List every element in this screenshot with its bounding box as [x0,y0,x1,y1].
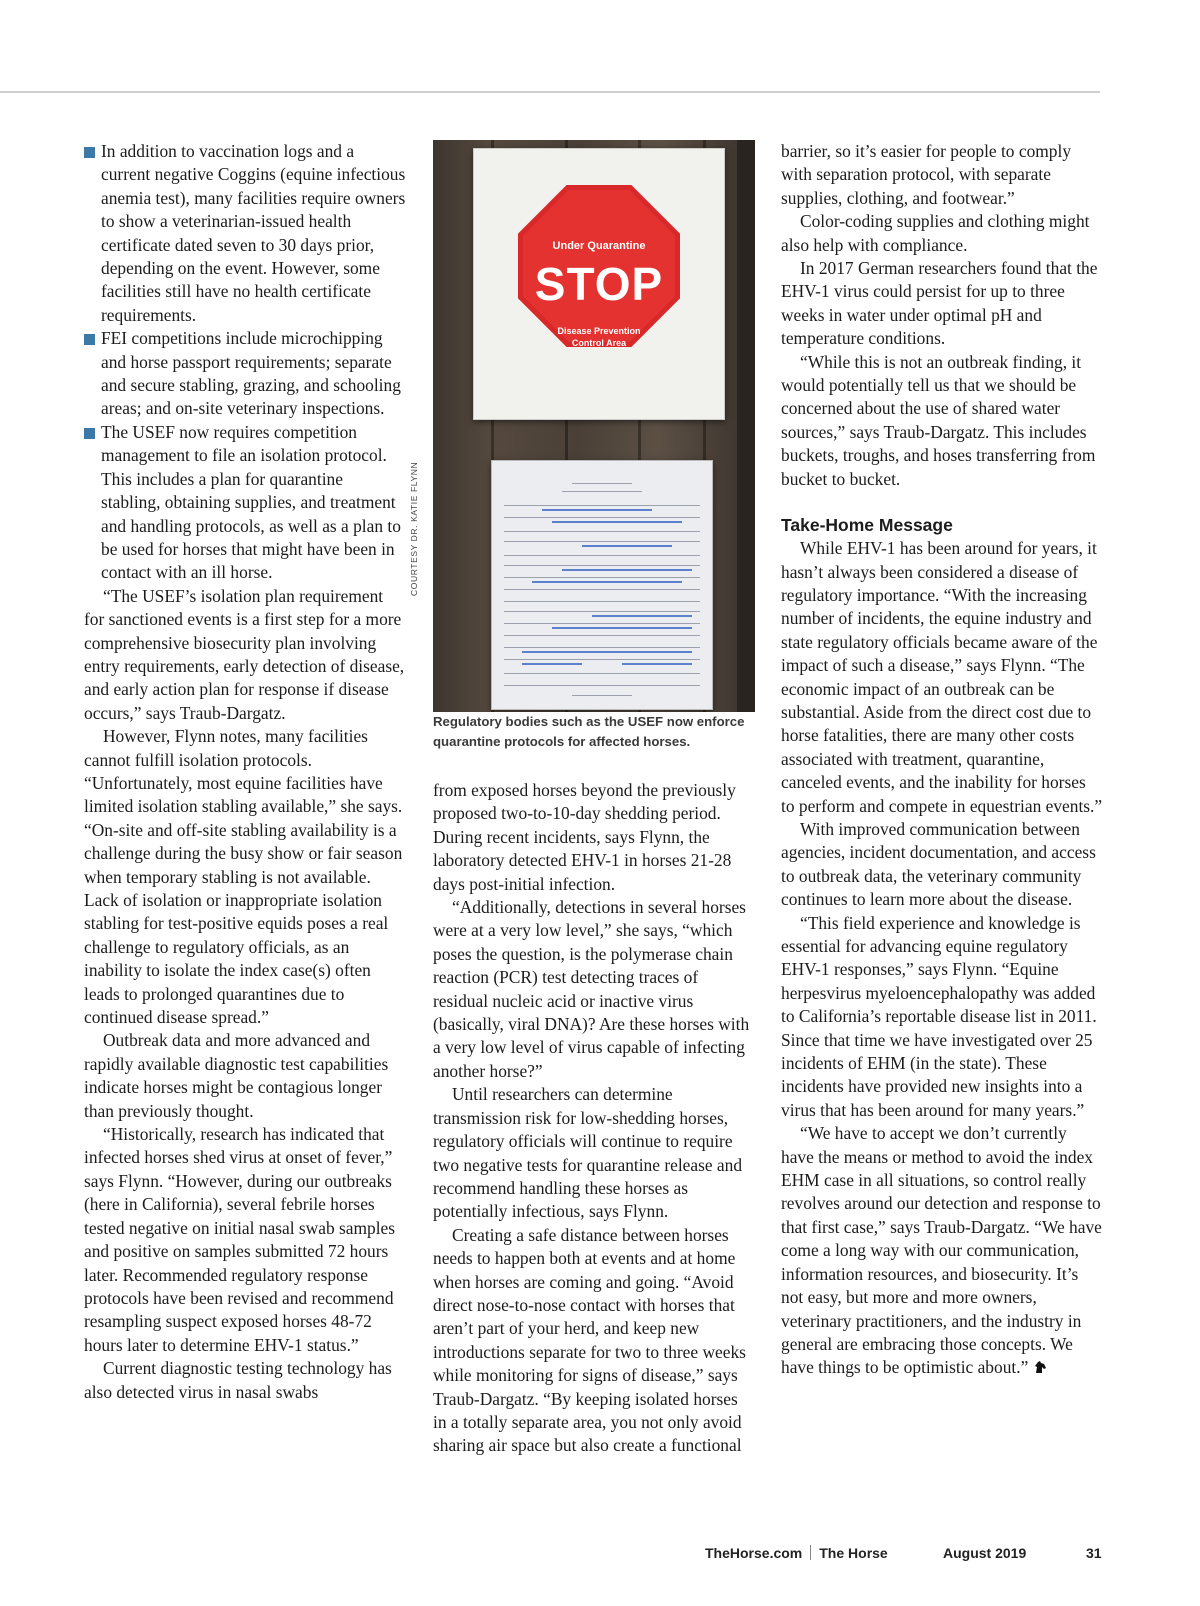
paragraph: “Additionally, detections in several horses were at a very low level,” she says, “which poses the question, is the polymerase chain reaction (PCR) test detecting traces of residual nucleic acid or inactive virus (basically, viral DNA)? Are these horses with a very low level of virus capable of infecting another horse?” [433,897,750,1081]
paragraph: barrier, so it’s easier for people to comply with separation protocol, with separate supplies, clothing, and footwear.” [781,141,1072,208]
column-3 [781,140,1103,1380]
bullet-square-icon [84,147,95,158]
footer-magazine: The Horse [819,1545,888,1561]
footer-publication [705,1545,888,1565]
column-2 [433,140,755,1458]
paragraph: “Historically, research has indicated that infected horses shed virus at onset of fever,” says Flynn. “However, during our outbreaks (here in California), several febrile horses tested negative on initial nasal swab samples and positive on samples submitted 72 hours later. Recommended regulatory response protocols have been revised and recommend resampling suspect exposed horses 48-72 hours later to determine EHV-1 status.” [84,1124,396,1355]
paragraph: However, Flynn notes, many facilities cannot fulfill isolation protocols. “Unfortunately, most equine facilities have limited isolation stabling available,” she says. “On-site and off-site stabling availability is a challenge during the busy show or fair season when temporary stabling is not available. Lack of isolation or inappropriate isolation stabling for test-positive equids poses a real challenge to regulatory officials, as an inability to isolate the index case(s) often leads to prolonged quarantines due to continued disease spread.” [84,726,403,1028]
bullet-item: The USEF now requires competition management to file an isolation protocol. This includes a plan for quarantine stabling, obtaining supplies, and treatment and handling protocols, as well as a plan to be used for horses that might have been in contact with an ill horse. [84,421,406,585]
bullet-item: In addition to vaccination logs and a current negative Coggins (equine infectious anemia test), many facilities require owners to show a veterinarian-issued health certificate dated seven to 30 days prior, depending on the event. However, some facilities still have no health certificate requirements. [84,140,406,327]
paragraph: Outbreak data and more advanced and rapidly available diagnostic test capabilities indicate horses might be contagious longer than previously thought. [84,1030,389,1121]
paragraph: from exposed horses beyond the previously proposed two-to-10-day shedding period. During recent incidents, says Flynn, the laboratory detected EHV-1 in horses 21-28 days post-initial infection. [433,780,736,894]
footer-separator [810,1545,811,1560]
paragraph: With improved communication between agencies, incident documentation, and access to outbreak data, the veterinary community continues to learn more about the disease. [781,818,1096,910]
sign-top-text: Under Quarantine [552,240,646,252]
quarantine-form-document [491,460,713,710]
paragraph: Creating a safe distance between horses needs to happen both at events and at home when horses are coming and going. “Avoid direct nose-to-nose contact with horses that aren’t part of your herd, and keep new introductions separate for two to three weeks while monitoring for signs of disease,” says Traub-Dargatz. “By keeping isolated horses in a totally separate area, you not only avoid sharing air space but also create a functional [433,1224,746,1456]
top-rule [0,91,1100,93]
paragraph: Until researchers can determine transmission risk for low-shedding horses, regulatory officials will continue to require two negative tests for quarantine release and recommend handling these horses as potentially infectious, says Flynn. [433,1084,743,1222]
subhead: Take-Home Message [781,515,953,536]
page-number: 31 [1086,1545,1102,1561]
footer-site: TheHorse.com [705,1545,803,1561]
column-1 [84,140,406,1404]
bullet-square-icon [84,334,95,345]
paragraph: “This field experience and knowledge is essential for advancing equine regulatory EHV-1 responses,” says Flynn. “Equine herpesvirus myeloencephalopathy was added to California’s reportable disease list in 2011. Since that time we have investigated over 25 incidents of EHM (in the state). These incidents have provided new insights into a virus that has been around for many years.” [781,912,1097,1120]
paragraph: “While this is not an outbreak finding, it would potentially tell us that we should be concerned about the use of shared water sources,” says Traub-Dargatz. This includes buckets, troughs, and hoses transferring from bucket to bucket. [781,351,1096,489]
footer-issue: August 2019 [943,1545,1027,1561]
paragraph: Color-coding supplies and clothing might also help with compliance. [781,211,1090,255]
paragraph: In 2017 German researchers found that the EHV-1 virus could persist for up to three weeks in water under optimal pH and temperature conditions. [781,258,1098,349]
bullet-item: FEI competitions include microchipping and horse passport requirements; separate and secure stabling, grazing, and schooling areas; and on-site veterinary inspections. [84,327,406,421]
sign-stop-text: STOP [534,258,664,310]
paragraph: Current diagnostic testing technology has also detected virus in nasal swabs [84,1358,392,1402]
photo-caption: Regulatory bodies such as the USEF now enforce quarantine protocols for affected horses. [433,714,745,749]
paragraph: While EHV-1 has been around for years, it hasn’t always been considered a disease of regulatory importance. “With the increasing number of incidents, the equine industry and state regulatory officials became aware of the impact of such a disease,” says Flynn. “The economic impact of an outbreak can be substantial. Aside from the direct cost due to horse fatalities, there are many other costs associated with treatment, quarantine, canceled events, and the inability for horses to perform and compete in equestrian events.” [781,538,1103,816]
bullet-list [84,140,406,585]
quarantine-photo [433,140,755,712]
paragraph: “The USEF’s isolation plan requirement for sanctioned events is a first step for a more comprehensive biosecurity plan involving entry requirements, early detection of disease, and early action plan for response if disease occurs,” says Traub-Dargatz. [84,585,405,723]
sign-bottom-text: Disease Prevention Control Area [557,326,641,348]
stop-sign-poster [473,148,725,420]
bullet-square-icon [84,428,95,439]
paragraph: “We have to accept we don’t currently have the means or method to avoid the index EHM case in all situations, so control really revolves around our detection and response to that first case,” says Traub-Dargatz. “We have come a long way with our communication, information resources, and biosecurity. It’s not easy, but more and more owners, veterinary practitioners, and the industry in general are embracing those concepts. We have things to be optimistic about.” [781,1123,1102,1378]
photo-credit: COURTESY DR. KATIE FLYNN [409,461,419,596]
horse-head-icon [1033,1360,1047,1374]
